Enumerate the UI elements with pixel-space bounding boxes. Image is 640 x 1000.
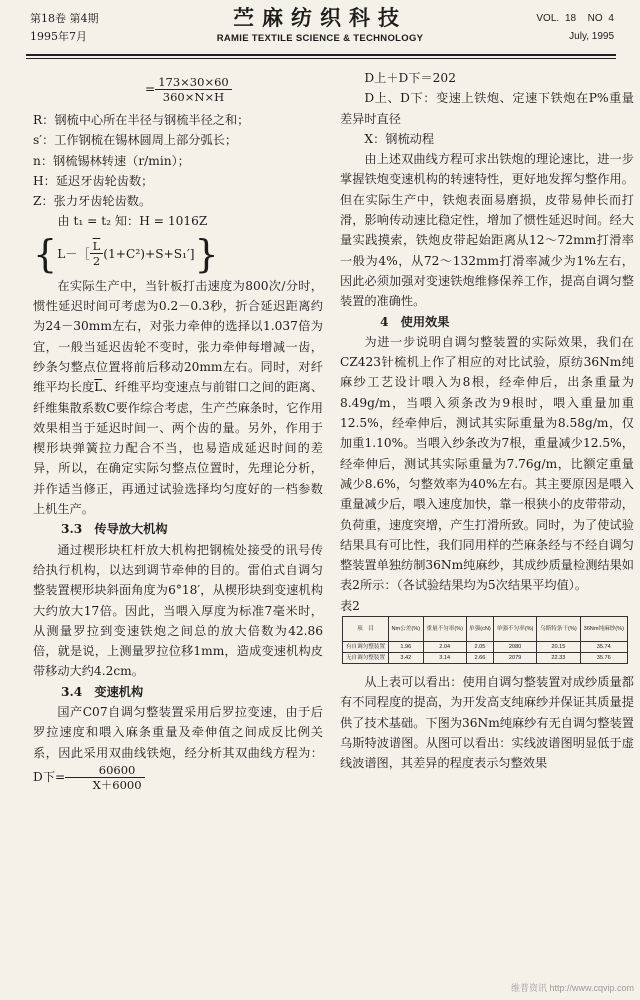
table-cell: 2.05 <box>466 642 493 653</box>
table-header-cell: 项 目 <box>343 617 389 642</box>
table-header-cell: Nm公差(%) <box>389 617 424 642</box>
header-right <box>536 10 614 46</box>
definition-H: H：延迟牙齿轮齿数； <box>33 173 154 188</box>
table-cell: 20.15 <box>537 642 580 653</box>
journal-title-en: RAMIE TEXTILE SCIENCE & TECHNOLOGY <box>216 33 424 44</box>
table-cell: 22.33 <box>537 653 580 664</box>
formula-3-fraction <box>65 763 144 792</box>
right-column <box>340 68 634 774</box>
paragraph-amplification: 通过楔形块杠杆放大机构把钢梳处接受的讯号传给执行机构，以达到调节牵伸的目的。雷伯式自调匀整装置楔形块斜面角度为6°18′，从楔形块到变速机构大约放大17倍。因此，当喂入厚度为标准7毫米时，从测量罗拉到变速铁炮之间总的放大倍数为42.86倍，就是说，上测量罗拉位移1mm，造成变速机构皮带移动大约4.2cm。 <box>33 542 323 679</box>
paragraph-practice-text-2: 、纤维平均变速点与前钳口之间的距离、纤维集散系数C要作综合考虑，生产苎麻条时，它作用效果相当于延迟时间一、两个齿的量。另外，作用于楔形块弹簧拉力配合不当，也易造成延迟时间的差异，所以，在确定实际匀整点位置时，先理论分析，并作适当修正，再通过试验选择均匀度好的一档参数上机生产。 <box>33 380 324 517</box>
formula-1-prefix: = <box>145 81 156 96</box>
formula-3-denominator: X＋6000 <box>92 777 142 792</box>
table-header-cell: 重量不匀率(%) <box>423 617 466 642</box>
definition-X: X：钢梳动程 <box>364 131 435 146</box>
formula-2-numerator: $\overline{L}$ <box>90 239 104 254</box>
table-header-cell: 单强不匀率(%) <box>493 617 536 642</box>
date-cn: 1995年7月 <box>30 30 87 43</box>
volume-issue-cn: 第18卷 第4期 <box>30 12 99 25</box>
header-rule-thick <box>26 54 616 56</box>
section-3-4-heading: 3.4 变速机构 <box>61 684 144 699</box>
left-column <box>33 68 323 792</box>
definition-n: n：钢梳锡林转速（r/min）； <box>33 153 190 168</box>
section-3-3-heading: 3.3 传导放大机构 <box>61 522 168 537</box>
table-cell: 2080 <box>493 642 536 653</box>
paragraph-conclusion: 从上表可以看出：使用自调匀整装置对成纱质量都有不同程度的提高，为开发高支纯麻纱并保证其质量提供了技术基础。下图为36Nm纯麻纱有无自调匀整装置乌斯特波谱图。从图可以看出：实线波谱图明显低于虚线波谱图，其差异的程度表示匀整效果 <box>340 675 634 771</box>
header-left <box>30 10 99 46</box>
table-cell: 无自调匀整装置 <box>343 653 389 664</box>
formula-2-fraction <box>90 239 104 268</box>
page-header <box>0 0 640 62</box>
table-cell: 3.14 <box>423 653 466 664</box>
definition-s: s′：工作钢梳在锡林圆周上部分弧长； <box>33 133 238 148</box>
table-cell: 有自调匀整装置 <box>343 642 389 653</box>
table-header-cell: 36Nm纯麻纱(%) <box>580 617 627 642</box>
definition-D: D上、D下：变速上铁炮、定速下铁炮在P%重量差异时直径 <box>340 91 634 126</box>
paragraph-results: 为进一步说明自调匀整装置的实际效果，我们在CZ423针梳机上作了相应的对比试验，原纺36Nm纯麻纱工艺设计喂入为8根，经牵伸后，出条重量为8.49g/m，当喂入须条改为9根时，喂入重量加重12.5%，经牵伸后，测试其实际重量为8.58g/m，仅加重1.10%。当喂入纱条改为7根，重量减少12.5%，经牵伸后，测试其实际重量为7.76g/m，比额定重量减少8.6%，匀整效率为40%左右。其主要原因是喂入重量减少后，喂入速度加快，靠一根狭小的皮带带动，负荷重，速度突增，产生打滑所致。同时，为了使试验结果具有可比性，我们同用样的苎麻条经与不经自调匀整装置单独纺制36Nm纯麻纱，其成纱质量检测结果如表2所示：（各试验结果均为5次结果平均值）。 <box>340 334 634 593</box>
right-brace: } <box>194 231 219 276</box>
paragraph-cone-drum: 由上述双曲线方程可求出铁炮的理论速比，进一步掌握铁炮变速机构的转速特性，更好地发挥匀整作用。但在实际生产中，铁炮表面易磨损，皮带易伸长而打滑，影响传动速比稳定性，增加了惯性延迟时间。经大量实践摸索，铁炮皮带起始距离从12～72mm打滑率一般为4%，从72～132mm打滑率减少为1%左右，因此必须加强对变速铁炮维修保养工作，提高自调匀整装置的准确性。 <box>340 152 634 309</box>
paragraph-practice <box>33 276 323 520</box>
table-cell: 2.66 <box>466 653 493 664</box>
table-header-cell: 单强(cN) <box>466 617 493 642</box>
mean-length-symbol: $\overline{L}$ <box>94 380 103 395</box>
table-cell: 35.76 <box>580 653 627 664</box>
left-brace: { <box>33 231 58 276</box>
no-en: NO 4 <box>587 13 614 24</box>
header-rule-thin <box>26 58 616 59</box>
table-2 <box>342 616 628 664</box>
derivation-line: 由 t₁ = t₂ 知：H = 1016Z <box>57 214 208 229</box>
table-cell: 1.96 <box>389 642 424 653</box>
journal-title <box>150 4 490 46</box>
formula-2-denominator: 2 <box>92 254 101 269</box>
table-cell: 3.42 <box>389 653 424 664</box>
paragraph-speed-mechanism <box>33 702 323 792</box>
table-cell: 35.74 <box>580 642 627 653</box>
watermark: 维普资讯 http://www.cqvip.com <box>510 983 634 993</box>
definition-Z: Z：张力牙齿轮齿数。 <box>33 194 152 209</box>
formula-1-fraction <box>155 75 232 104</box>
formula-1 <box>33 68 323 110</box>
formula-2-part-b: (1+C²)+S+S₁′] <box>103 246 195 261</box>
paragraph-practice-text: 在实际生产中，当针板打击速度为800次/分时，惯性延迟时间可考虑为0.2－0.3秒，折合延迟距离约为24－30mm左右，对张力牵伸的选择以1.037倍为宜，一般当延迟齿轮不变时，张力牵伸每增减一齿，纱条匀整点位置将前后移动20mm左右。同时，对纤维平均长度 <box>33 278 323 395</box>
paragraph-speed-text: 国产C07自调匀整装置采用后罗拉变速，由于后罗拉速度和喂入麻条重量及牵伸值之间成反比例关系，因此采用双曲线铁炮，经分析其双曲线方程为：D下= <box>33 705 323 784</box>
date-en: July, 1995 <box>569 31 614 42</box>
formula-2-part-a: L－［ <box>57 246 90 261</box>
section-4-heading: 4 使用效果 <box>380 314 450 329</box>
table-header-row <box>343 617 628 642</box>
formula-3-numerator: 60600 <box>65 763 144 778</box>
vol-en: VOL. 18 <box>536 13 577 24</box>
table-row <box>343 642 628 653</box>
table-row <box>343 653 628 664</box>
equation-sum: D上＋D下＝202 <box>364 71 456 85</box>
volume-issue-en <box>536 10 614 28</box>
table-cell: 2.04 <box>423 642 466 653</box>
formula-1-numerator: 173×30×60 <box>155 75 232 90</box>
table-cell: 2079 <box>493 653 536 664</box>
formula-1-denominator: 360×N×H <box>162 89 225 104</box>
table-2-caption: 表2 <box>340 598 360 613</box>
formula-2 <box>33 232 323 276</box>
definition-R: R：钢梳中心所在半径与钢梳半径之和； <box>33 113 250 127</box>
journal-title-cn: 苎麻纺织科技 <box>233 5 407 30</box>
table-header-cell: 乌斯特条干(%) <box>537 617 580 642</box>
